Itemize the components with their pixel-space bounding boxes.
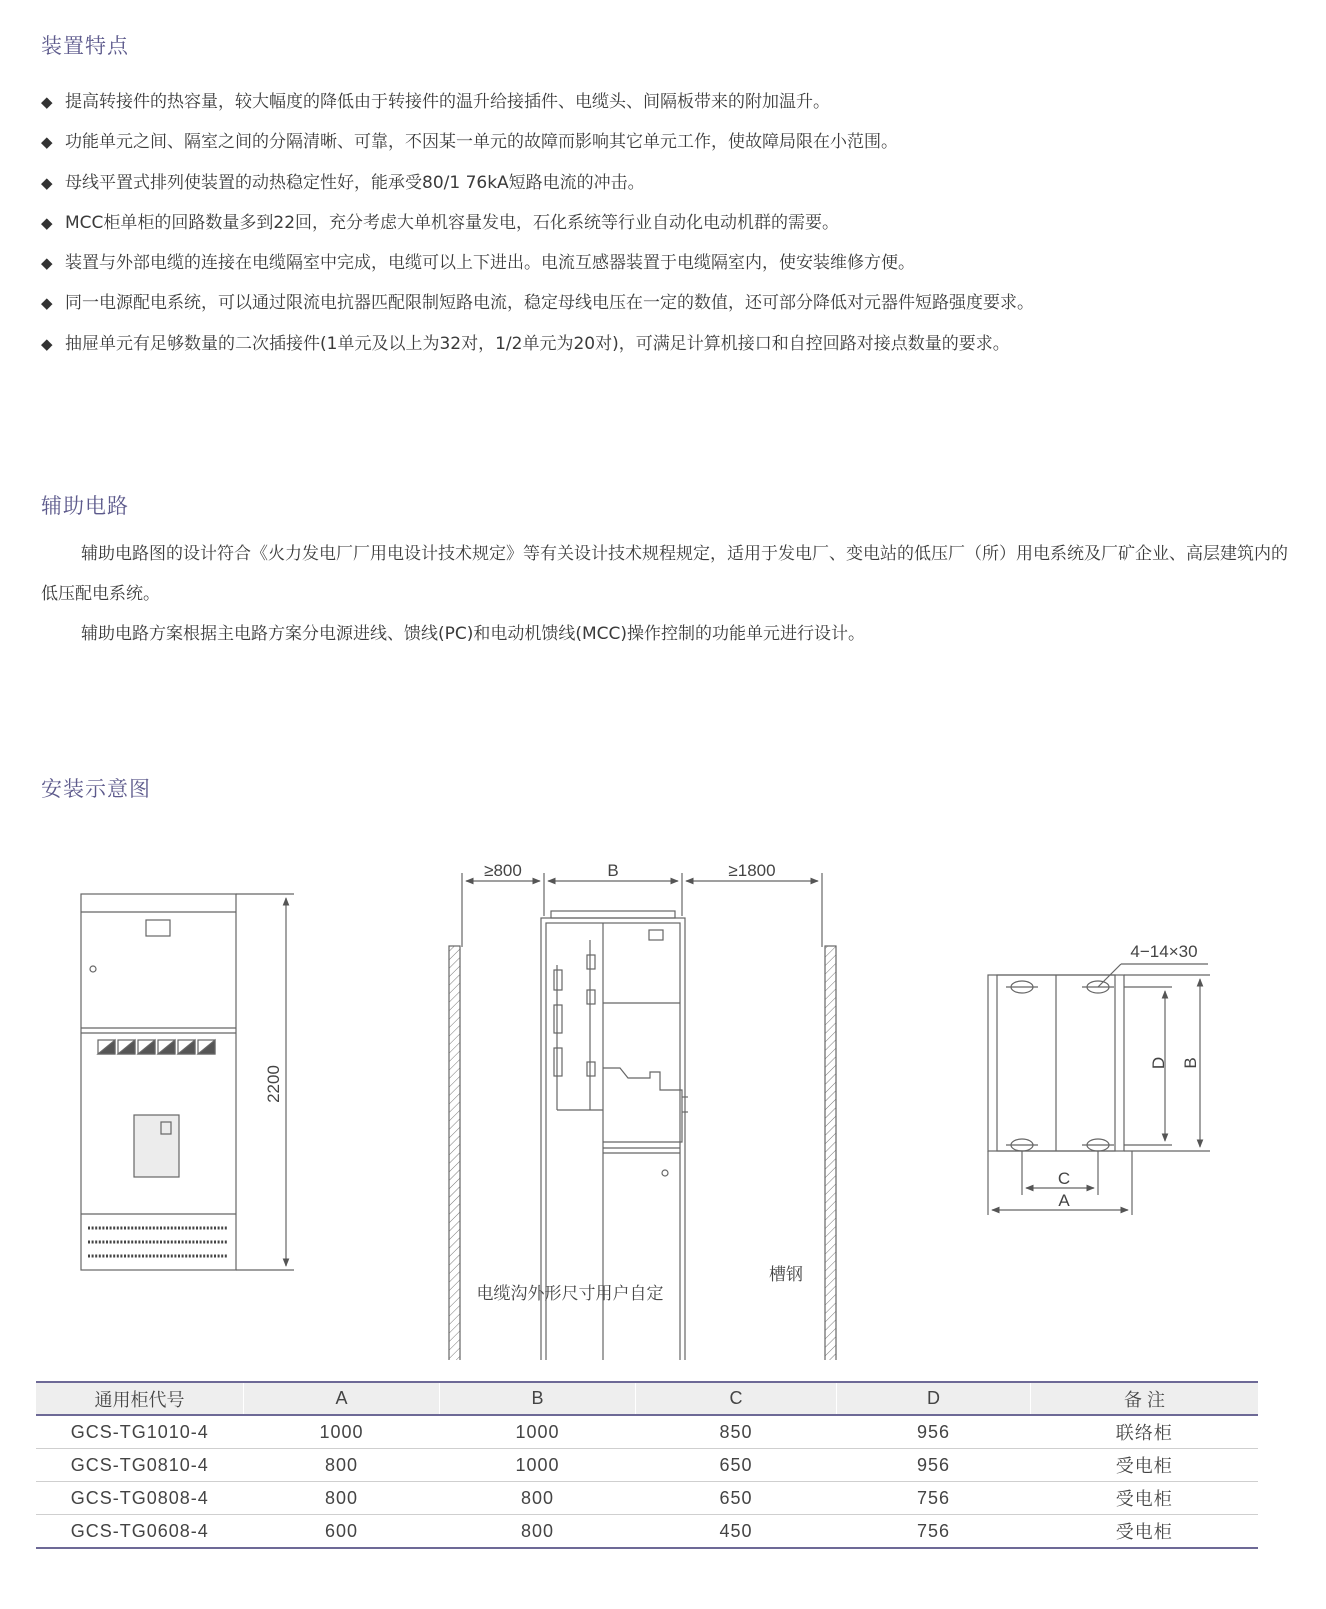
diamond-bullet-icon: ◆ <box>41 334 53 353</box>
vent-slots <box>88 1228 228 1256</box>
cabinet-front-view <box>81 894 294 1270</box>
auxiliary-paragraph-2: 辅助电路方案根据主电路方案分电源进线、馈线(PC)和电动机馈线(MCC)操作控制的功能单元进行设计。 <box>81 624 866 644</box>
column-header: 通用柜代号 <box>36 1382 244 1415</box>
table-cell: 800 <box>244 1482 440 1515</box>
cable-trench-label: 电缆沟外形尺寸用户自定 <box>476 1284 664 1304</box>
section-title-install: 安装示意图 <box>41 777 151 801</box>
table-cell: 800 <box>440 1515 636 1549</box>
diamond-bullet-icon: ◆ <box>41 254 53 273</box>
dimension-c-label: C <box>1057 1169 1071 1188</box>
dimension-a-label: A <box>1058 1191 1070 1210</box>
table-cell: GCS-TG0608-4 <box>36 1515 244 1549</box>
table-cell: 956 <box>837 1415 1031 1449</box>
table-cell: 800 <box>244 1449 440 1482</box>
column-header: A <box>244 1382 440 1415</box>
table-cell: 受电柜 <box>1031 1449 1259 1482</box>
indicator-lamps <box>98 1040 215 1054</box>
diamond-bullet-icon: ◆ <box>41 213 53 232</box>
column-header: C <box>636 1382 837 1415</box>
table-cell: GCS-TG1010-4 <box>36 1415 244 1449</box>
diamond-bullet-icon: ◆ <box>41 133 53 152</box>
feature-text: 功能单元之间、隔室之间的分隔清晰、可靠，不因某一单元的故障而影响其它单元工作，使故障局限在小范围。 <box>65 132 898 153</box>
table-cell: 956 <box>837 1449 1031 1482</box>
table-cell: 受电柜 <box>1031 1482 1259 1515</box>
channel-steel-label: 槽钢 <box>769 1265 803 1285</box>
table-row <box>36 1415 1258 1449</box>
table-cell: 650 <box>636 1449 837 1482</box>
table-row <box>36 1482 1258 1515</box>
feature-text: 装置与外部电缆的连接在电缆隔室中完成，电缆可以上下进出。电流互感器装置于电缆隔室内，使安装维修方便。 <box>65 253 915 274</box>
diamond-bullet-icon: ◆ <box>41 294 53 313</box>
section-title-features: 装置特点 <box>41 34 129 58</box>
table-cell: 800 <box>440 1482 636 1515</box>
table-row <box>36 1449 1258 1482</box>
mounting-holes-label: 4−14×30 <box>1130 942 1198 961</box>
column-header: B <box>440 1382 636 1415</box>
auxiliary-paragraph-1: 辅助电路图的设计符合《火力发电厂厂用电设计技术规定》等有关设计技术规程规定，适用于发电厂、变电站的低压厂（所）用电系统及厂矿企业、高层建筑内的低压配电系统。 <box>41 544 1288 604</box>
dimension-d-label: D <box>1149 1056 1168 1070</box>
base-plan-view <box>988 964 1210 1215</box>
left-clearance-label: ≥800 <box>484 861 522 880</box>
table-cell: GCS-TG0808-4 <box>36 1482 244 1515</box>
height-dimension-label: 2200 <box>264 1065 283 1103</box>
table-header-row <box>36 1382 1258 1415</box>
table-cell: GCS-TG0810-4 <box>36 1449 244 1482</box>
diamond-bullet-icon: ◆ <box>41 93 53 111</box>
feature-text: MCC柜单柜的回路数量多到22回，充分考虑大单机容量发电，石化系统等行业自动化电动机群的需要。 <box>65 212 840 233</box>
column-header: 备 注 <box>1031 1382 1259 1415</box>
spec-table <box>36 1381 1258 1549</box>
table-cell: 850 <box>636 1415 837 1449</box>
feature-text: 提高转接件的热容量，较大幅度的降低由于转接件的温升给接插件、电缆头、间隔板带来的附加温升。 <box>65 92 830 112</box>
table-cell: 756 <box>837 1482 1031 1515</box>
table-cell: 1000 <box>440 1449 636 1482</box>
table-cell: 1000 <box>244 1415 440 1449</box>
table-cell: 受电柜 <box>1031 1515 1259 1549</box>
table-cell: 600 <box>244 1515 440 1549</box>
table-row <box>36 1515 1258 1549</box>
table-cell: 756 <box>837 1515 1031 1549</box>
diamond-bullet-icon: ◆ <box>41 173 53 192</box>
column-header: D <box>837 1382 1031 1415</box>
section-title-auxiliary: 辅助电路 <box>41 494 129 518</box>
width-b-label: B <box>607 861 619 880</box>
table-cell: 1000 <box>440 1415 636 1449</box>
feature-text: 同一电源配电系统，可以通过限流电抗器匹配限制短路电流，稳定母线电压在一定的数值，还可部分降低对元器件短路强度要求。 <box>65 293 1034 314</box>
feature-text: 抽屉单元有足够数量的二次插接件(1单元及以上为32对，1/2单元为20对)，可满足计算机接口和自控回路对接点数量的要求。 <box>65 333 1010 354</box>
table-cell: 450 <box>636 1515 837 1549</box>
table-cell: 650 <box>636 1482 837 1515</box>
feature-text: 母线平置式排列使装置的动热稳定性好，能承受80/1 76kA短路电流的冲击。 <box>65 172 645 193</box>
table-cell: 联络柜 <box>1031 1415 1259 1449</box>
right-clearance-label: ≥1800 <box>728 861 776 880</box>
dimension-b-label: B <box>1181 1057 1200 1069</box>
